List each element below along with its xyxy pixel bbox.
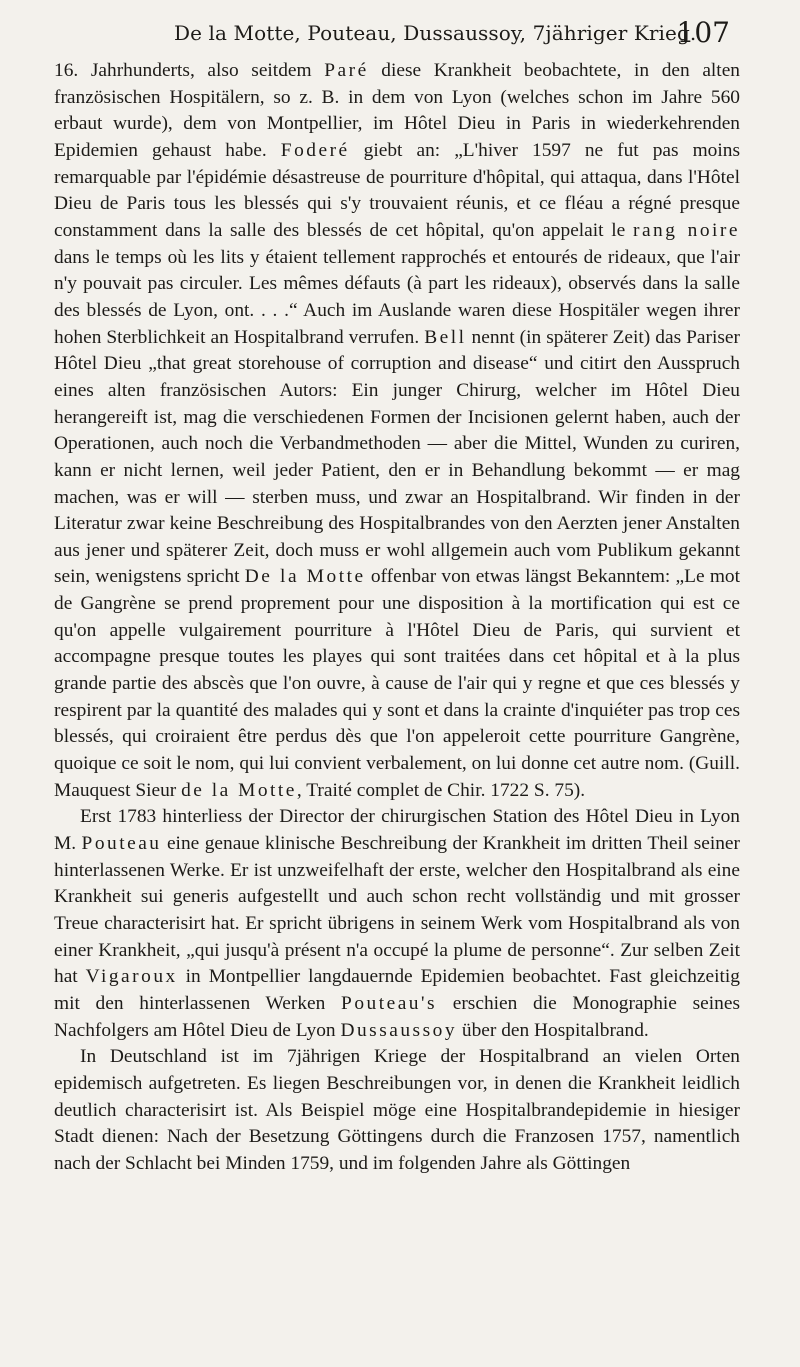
spaced-name: Paré — [324, 60, 369, 81]
spaced-name: rang noire — [632, 219, 740, 241]
spaced-name: Vigaroux — [85, 966, 178, 988]
text-segment: eine genaue klinische Beschreibung der Krankheit im dritten Theil seiner hinterlassenen Werke. Er ist unzweifelhaft der erste, welcher den Hospitalbrand als eine Krankheit sui generis aufgestellt und auch schon recht vollständig und mit grosser Treue characterisirt hat. Er spricht übrigens in seinem Werk vom Hospitalbrand als von einer Krankheit, „qui jusqu'à présent n'a occupé la plume de personne“. Zur selben Zeit hat — [54, 833, 740, 988]
text-segment: giebt an: „L'hiver 1597 ne fut pas moins remarquable par l'épidémie désastreuse de pourriture d'hôpital, qui attaqua, dans l'Hôtel Dieu de Paris tous les blessés qui s'y trouvaient réunis, et ce fléau a régné presque constamment dans la salle des blessés de cet hôpital, qu'on appelait le — [54, 139, 741, 241]
text-segment: , Traité complet de Chir. 1722 S. 75). — [296, 779, 586, 801]
text-segment: diese Krankheit beobachtete, in den alten französischen Hospitälern, so z. B. in dem von Lyon (welches schon im Jahre 560 erbaut wurde), dem von Montpellier, im Hôtel Dieu in Paris in wiederkehrenden Epidemien gehaust habe. — [54, 60, 740, 161]
paragraph — [54, 58, 740, 804]
text-segment: dans le temps où les lits y étaient tellement rapprochés et entourés de rideaux, que l'air n'y pouvait pas circuler. Les mêmes défauts (à part les rideaux), observés dans la salle des blessés de Lyon, ont. . . .“ Auch im Auslande waren diese Hospitäler wegen ihrer hohen Sterblichkeit an Hospitalbrand verrufen. — [54, 246, 740, 348]
body-text — [54, 58, 740, 1178]
text-segment: offenbar von etwas längst Bekanntem: „Le mot de Gangrène se prend proprement pour une disposition à la mortification qui est ce qu'on appelle vulgairement pourriture à l'Hôtel Dieu de Paris, qui survient et accompagne presque toutes les playes qui sont traitées dans cet hôpital et à la plus grande partie des abscès que l'on ouvre, à cause de l'air qui y regne et que ces blessés y respirent par la quantité des malades qui y sont et dans la crainte d'inquiéter pas trop ces blessés, qui croiraient être perdus dès que l'on appeleroit cette pourriture Gangrène, quoique ce soit le nom, qui lui convient verbalement, on lui donne cet autre nom. (Guill. Mauquest Sieur — [54, 566, 740, 801]
spaced-name: Pouteau's — [341, 992, 438, 1014]
running-head — [54, 16, 740, 58]
paragraph — [54, 804, 740, 1044]
text-segment: erschien die Monographie seines Nachfolgers am Hôtel Dieu de Lyon — [54, 992, 740, 1041]
paragraph — [54, 1044, 740, 1177]
text-segment: 16. Jahrhunderts, also seitdem — [54, 60, 325, 81]
spaced-name: De la Motte — [244, 566, 366, 588]
text-segment: über den Hospitalbrand. — [457, 1019, 649, 1041]
spaced-name: Foderé — [280, 139, 350, 161]
text-segment: In Deutschland ist im 7jährigen Kriege der Hospitalbrand an vielen Orten epidemisch aufgetreten. Es liegen Beschreibungen vor, in denen die Krankheit leidlich deutlich characterisirt ist. Als Beispiel möge eine Hospitalbrandepidemie in hiesiger Stadt dienen: Nach der Besetzung Göttingens durch die Franzosen 1757, namentlich nach der Schlacht bei Minden 1759, und im folgenden Jahre als Göttingen — [54, 1046, 740, 1174]
spaced-name: Dussaussoy — [340, 1019, 458, 1041]
page-number: 107 — [676, 16, 730, 49]
spaced-name: de la Motte — [181, 779, 297, 801]
running-title: De la Motte, Pouteau, Dussaussoy, 7jähriger Krieg. — [174, 21, 697, 45]
text-segment: Erst 1783 hinterliess der Director der chirurgischen Station des Hôtel Dieu in Lyon M. — [54, 806, 740, 855]
text-segment: in Montpellier langdauernde Epidemien beobachtet. Fast gleichzeitig mit den hinterlassenen Werken — [54, 966, 740, 1014]
text-segment: nennt (in späterer Zeit) das Pariser Hôtel Dieu „that great storehouse of corruption and disease“ und citirt den Ausspruch eines alten französischen Autors: Ein junger Chirurg, welcher im Hôtel Dieu herangereift ist, mag die verschiedenen Formen der Incisionen gelernt haben, auch der Operationen, auch noch die Verbandmethoden — aber die Mittel, Wunden zu curiren, kann er nicht lernen, weil jeder Patient, den er in Behandlung bekommt — er mag machen, was er will — sterben muss, und zwar an Hospitalbrand. Wir finden in der Literatur zwar keine Beschreibung des Hospitalbrandes von den Aerzten jener Anstalten aus jener und späterer Zeit, doch muss er wohl allgemein auch vom Publikum gekannt sein, wenigstens spricht — [54, 326, 740, 588]
spaced-name: Bell — [424, 326, 467, 348]
spaced-name: Pouteau — [81, 833, 162, 855]
